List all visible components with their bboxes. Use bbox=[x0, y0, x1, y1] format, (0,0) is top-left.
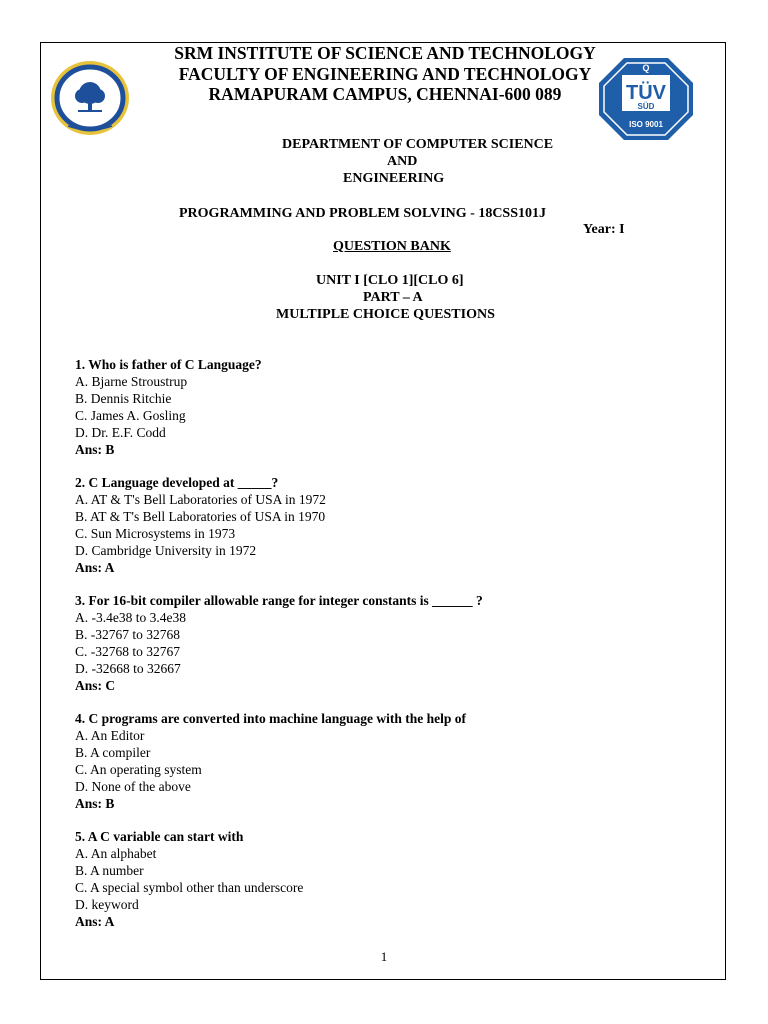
unit-title: UNIT I [CLO 1][CLO 6] bbox=[316, 273, 464, 288]
part-title: PART – A bbox=[363, 290, 423, 305]
option: A. AT & T's Bell Laboratories of USA in 1972 bbox=[75, 492, 326, 507]
faculty-name: FACULTY OF ENGINEERING AND TECHNOLOGY bbox=[178, 64, 592, 84]
option: D. None of the above bbox=[75, 779, 191, 794]
question-title: 1. Who is father of C Language? bbox=[75, 357, 262, 372]
svg-text:SÜD: SÜD bbox=[637, 102, 655, 111]
option: C. -32768 to 32767 bbox=[75, 644, 181, 659]
svg-text:Q: Q bbox=[642, 63, 650, 73]
option: D. Dr. E.F. Codd bbox=[75, 425, 166, 440]
option: B. AT & T's Bell Laboratories of USA in 1970 bbox=[75, 509, 326, 524]
question-item bbox=[75, 592, 675, 694]
answer: Ans: C bbox=[75, 678, 116, 693]
svg-text:TÜV: TÜV bbox=[626, 82, 666, 104]
year-label: Year: I bbox=[583, 222, 625, 237]
option: A. An alphabet bbox=[75, 846, 157, 861]
doc-type-title: QUESTION BANK bbox=[333, 239, 451, 254]
question-title: 5. A C variable can start with bbox=[75, 829, 244, 844]
option: A. -3.4e38 to 3.4e38 bbox=[75, 610, 186, 625]
option: C. A special symbol other than underscore bbox=[75, 880, 304, 895]
course-title: PROGRAMMING AND PROBLEM SOLVING - 18CSS101J bbox=[179, 206, 547, 221]
answer: Ans: B bbox=[75, 796, 115, 811]
question-item bbox=[75, 828, 675, 930]
option: C. James A. Gosling bbox=[75, 408, 186, 423]
option: B. Dennis Ritchie bbox=[75, 391, 172, 406]
option: D. Cambridge University in 1972 bbox=[75, 543, 257, 558]
question-list bbox=[75, 356, 675, 946]
question-item bbox=[75, 356, 675, 458]
option: B. A number bbox=[75, 863, 144, 878]
option: A. Bjarne Stroustrup bbox=[75, 374, 188, 389]
question-title: 3. For 16-bit compiler allowable range for integer constants is ______ ? bbox=[75, 593, 483, 608]
campus-name: RAMAPURAM CAMPUS, CHENNAI-600 089 bbox=[208, 84, 562, 104]
question-title: 2. C Language developed at _____? bbox=[75, 475, 279, 490]
question-item bbox=[75, 710, 675, 812]
department-line-1: DEPARTMENT OF COMPUTER SCIENCE bbox=[282, 137, 554, 152]
question-item bbox=[75, 474, 675, 576]
section-title: MULTIPLE CHOICE QUESTIONS bbox=[276, 307, 495, 322]
question-title: 4. C programs are converted into machine language with the help of bbox=[75, 711, 466, 726]
option: B. A compiler bbox=[75, 745, 151, 760]
department-line-3: ENGINEERING bbox=[343, 171, 445, 186]
option: C. Sun Microsystems in 1973 bbox=[75, 526, 236, 541]
institute-name: SRM INSTITUTE OF SCIENCE AND TECHNOLOGY bbox=[174, 43, 596, 63]
department-line-2: AND bbox=[387, 154, 418, 169]
option: C. An operating system bbox=[75, 762, 202, 777]
answer: Ans: A bbox=[75, 560, 115, 575]
answer: Ans: A bbox=[75, 914, 115, 929]
option: B. -32767 to 32768 bbox=[75, 627, 181, 642]
svg-text:ISO 9001: ISO 9001 bbox=[629, 120, 663, 129]
answer: Ans: B bbox=[75, 442, 115, 457]
option: D. keyword bbox=[75, 897, 139, 912]
option: A. An Editor bbox=[75, 728, 145, 743]
option: D. -32668 to 32667 bbox=[75, 661, 181, 676]
page-number: 1 bbox=[380, 949, 388, 964]
